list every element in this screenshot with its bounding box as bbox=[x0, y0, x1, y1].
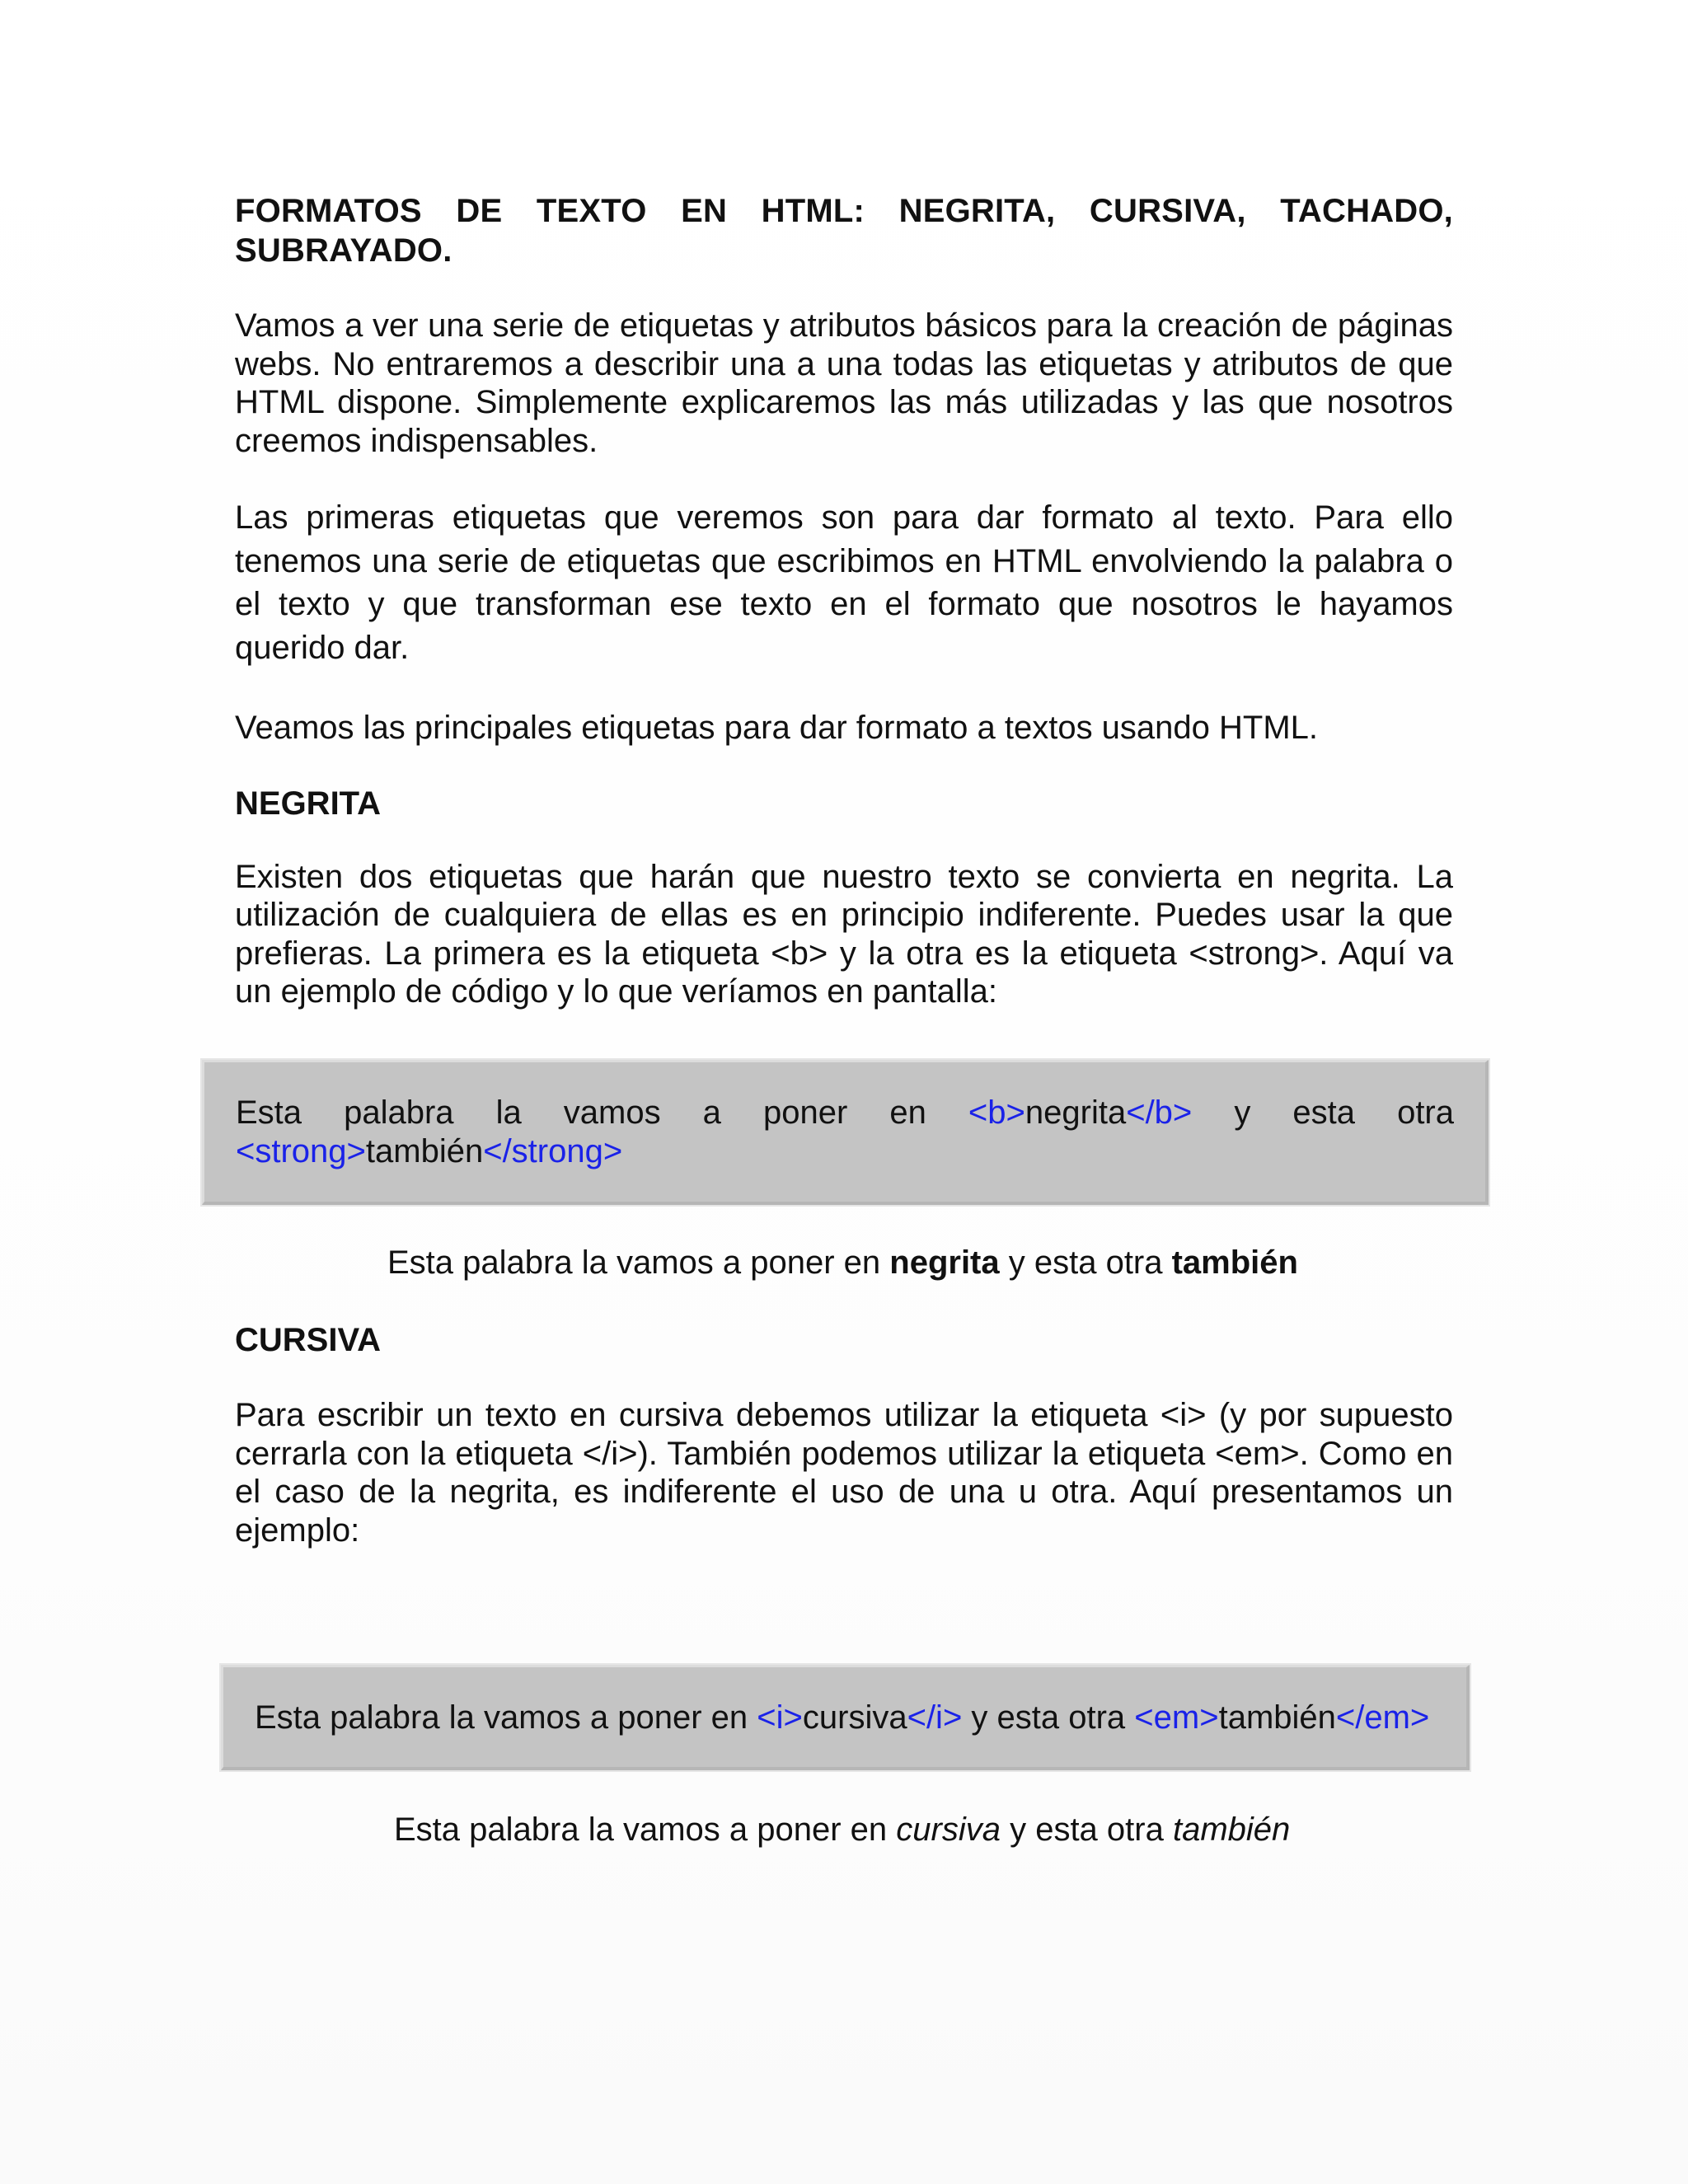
result-text: y esta otra bbox=[999, 1244, 1172, 1281]
code-text: y esta otra bbox=[1192, 1094, 1455, 1131]
bold-word: negrita bbox=[889, 1244, 1000, 1281]
negrita-heading: NEGRITA bbox=[235, 785, 382, 822]
code-word: negrita bbox=[1025, 1094, 1127, 1131]
cursiva-section bbox=[235, 1320, 1453, 1549]
negrita-description: Existen dos etiquetas que harán que nuestro texto se convierta en negrita. La utilización de cualquiera de ellas es en principio indiferente. Puedes usar la que prefieras. La primera es la etiqueta <b> y la otra es la etiqueta <strong>. Aquí va un ejemplo de código y lo que veríamos en pantalla: bbox=[235, 858, 1453, 1010]
page-title: FORMATOS DE TEXTO EN HTML: NEGRITA, CURSIVA, TACHADO, SUBRAYADO. bbox=[235, 193, 1453, 269]
i-open-tag: <i> bbox=[757, 1699, 803, 1736]
code-word: cursiva bbox=[802, 1699, 907, 1736]
cursiva-code-text bbox=[255, 1699, 1429, 1737]
negrita-code-box bbox=[202, 1060, 1489, 1205]
result-text: y esta otra bbox=[1000, 1811, 1173, 1848]
strong-open-tag: <strong> bbox=[236, 1132, 366, 1169]
document-content bbox=[235, 191, 1453, 1011]
code-text: y esta otra bbox=[962, 1699, 1135, 1736]
code-word: también bbox=[365, 1132, 484, 1169]
cursiva-result bbox=[394, 1810, 1290, 1849]
code-text: Esta palabra la vamos a poner en bbox=[255, 1699, 757, 1736]
b-open-tag: <b> bbox=[968, 1094, 1025, 1131]
result-text: Esta palabra la vamos a poner en bbox=[394, 1811, 897, 1848]
bold-word: también bbox=[1171, 1244, 1298, 1281]
principal-tags-paragraph: Veamos las principales etiquetas para dar formato a textos usando HTML. bbox=[235, 710, 1319, 746]
intro-paragraph: Vamos a ver una serie de etiquetas y atributos básicos para la creación de páginas webs. No entraremos a describir una a una todas las etiquetas y atributos de que HTML dispone. Simplemente explicaremos las más utilizadas y las que nosotros creemos indispensables. bbox=[235, 307, 1453, 459]
negrita-result bbox=[387, 1243, 1298, 1282]
em-open-tag: <em> bbox=[1134, 1699, 1219, 1736]
code-word: también bbox=[1218, 1699, 1336, 1736]
italic-word: también bbox=[1172, 1811, 1291, 1848]
italic-word: cursiva bbox=[896, 1811, 1001, 1848]
strong-close-tag: </strong> bbox=[483, 1132, 623, 1169]
code-text: Esta palabra la vamos a poner en bbox=[236, 1094, 968, 1131]
b-close-tag: </b> bbox=[1126, 1094, 1193, 1131]
em-close-tag: </em> bbox=[1335, 1699, 1430, 1736]
cursiva-code-box bbox=[221, 1665, 1470, 1770]
result-text: Esta palabra la vamos a poner en bbox=[387, 1244, 890, 1281]
i-close-tag: </i> bbox=[907, 1699, 963, 1736]
cursiva-description: Para escribir un texto en cursiva debemos utilizar la etiqueta <i> (y por supuesto cerrarla con la etiqueta </i>). También podemos utilizar la etiqueta <em>. Como en el caso de la negrita, es indiferente el uso de una u otra. Aquí presentamos un ejemplo: bbox=[235, 1397, 1453, 1549]
cursiva-heading: CURSIVA bbox=[235, 1322, 382, 1358]
negrita-code-text bbox=[236, 1094, 1454, 1170]
format-intro-paragraph: Las primeras etiquetas que veremos son para dar formato al texto. Para ello tenemos una serie de etiquetas que escribimos en HTML envolviendo la palabra o el texto y que transforman ese texto en el formato que nosotros le hayamos querido dar. bbox=[235, 499, 1453, 666]
